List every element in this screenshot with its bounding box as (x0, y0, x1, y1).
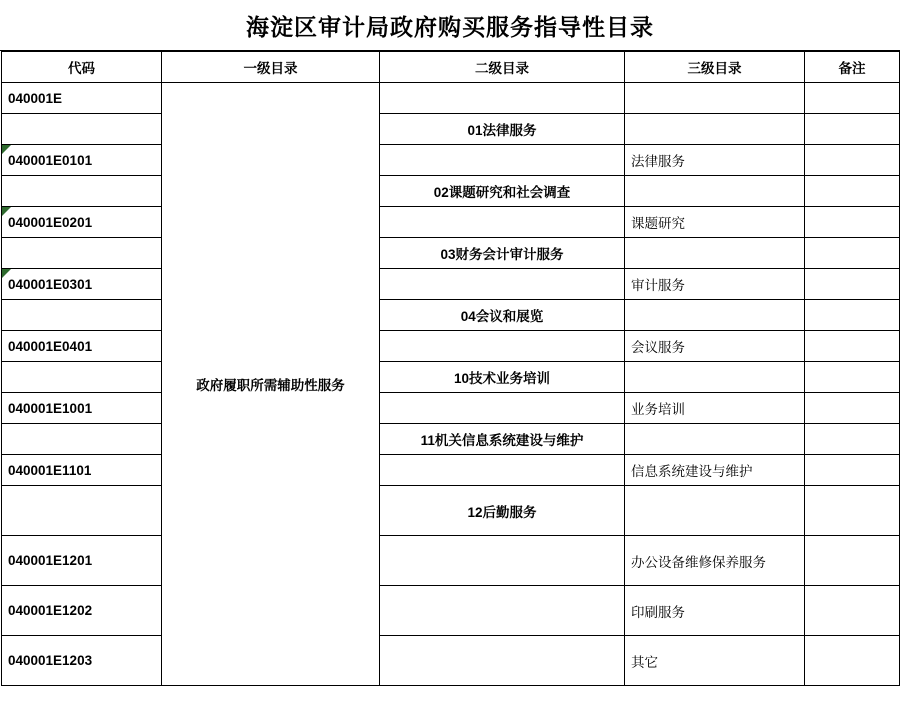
table-header (2, 52, 900, 83)
cell-level3 (625, 486, 805, 536)
cell-code: 040001E (2, 83, 162, 114)
cell-remark (805, 486, 900, 536)
cell-remark (805, 83, 900, 114)
cell-code: 040001E0401 (2, 331, 162, 362)
header-level1: 一级目录 (162, 52, 380, 83)
cell-level2: 11机关信息系统建设与维护 (380, 424, 625, 455)
cell-level3: 业务培训 (625, 393, 805, 424)
table-row (2, 207, 900, 238)
table-row (2, 83, 900, 114)
cell-remark (805, 238, 900, 269)
header-code: 代码 (2, 52, 162, 83)
table-row (2, 393, 900, 424)
cell-level2 (380, 636, 625, 686)
cell-remark (805, 586, 900, 636)
cell-level2 (380, 83, 625, 114)
cell-level3 (625, 114, 805, 145)
cell-code (2, 114, 162, 145)
cell-level2 (380, 207, 625, 238)
cell-level2 (380, 393, 625, 424)
table-row (2, 114, 900, 145)
cell-level3: 办公设备维修保养服务 (625, 536, 805, 586)
table-row (2, 269, 900, 300)
cell-level3 (625, 83, 805, 114)
cell-level3: 课题研究 (625, 207, 805, 238)
cell-remark (805, 207, 900, 238)
cell-code (2, 486, 162, 536)
header-remark: 备注 (805, 52, 900, 83)
cell-remark (805, 114, 900, 145)
cell-level2 (380, 455, 625, 486)
header-level3: 三级目录 (625, 52, 805, 83)
cell-code: 040001E1201 (2, 536, 162, 586)
table-body (2, 83, 900, 686)
table-row (2, 238, 900, 269)
cell-remark (805, 455, 900, 486)
cell-code (2, 424, 162, 455)
cell-remark (805, 331, 900, 362)
cell-level2 (380, 145, 625, 176)
table-row (2, 176, 900, 207)
cell-remark (805, 269, 900, 300)
cell-level3: 审计服务 (625, 269, 805, 300)
header-level2: 二级目录 (380, 52, 625, 83)
cell-level3 (625, 176, 805, 207)
title-band (0, 0, 900, 51)
cell-level2: 04会议和展览 (380, 300, 625, 331)
table-row (2, 586, 900, 636)
cell-level2: 01法律服务 (380, 114, 625, 145)
cell-level2: 10技术业务培训 (380, 362, 625, 393)
cell-level3 (625, 362, 805, 393)
cell-code (2, 176, 162, 207)
cell-code: 040001E1203 (2, 636, 162, 686)
cell-code: 040001E1001 (2, 393, 162, 424)
cell-code: 040001E1202 (2, 586, 162, 636)
cell-code: 040001E0201 (2, 207, 162, 238)
cell-code: 040001E0101 (2, 145, 162, 176)
table-row (2, 424, 900, 455)
cell-level2 (380, 586, 625, 636)
cell-level2: 02课题研究和社会调查 (380, 176, 625, 207)
cell-level1: 政府履职所需辅助性服务 (162, 83, 380, 686)
cell-level3: 法律服务 (625, 145, 805, 176)
cell-level3 (625, 238, 805, 269)
cell-level3: 会议服务 (625, 331, 805, 362)
table-row (2, 331, 900, 362)
cell-level2 (380, 331, 625, 362)
table-row (2, 300, 900, 331)
header-row (2, 52, 900, 83)
catalog-table (1, 51, 900, 686)
table-row (2, 536, 900, 586)
cell-code (2, 300, 162, 331)
cell-level3: 信息系统建设与维护 (625, 455, 805, 486)
cell-code: 040001E1101 (2, 455, 162, 486)
table-row (2, 362, 900, 393)
cell-remark (805, 300, 900, 331)
cell-remark (805, 176, 900, 207)
cell-level3: 印刷服务 (625, 586, 805, 636)
cell-level3 (625, 300, 805, 331)
cell-remark (805, 145, 900, 176)
table-row (2, 636, 900, 686)
page-title: 海淀区审计局政府购买服务指导性目录 (246, 13, 654, 40)
cell-code: 040001E0301 (2, 269, 162, 300)
cell-level2 (380, 536, 625, 586)
cell-level2: 03财务会计审计服务 (380, 238, 625, 269)
cell-code (2, 238, 162, 269)
table-row (2, 455, 900, 486)
cell-remark (805, 362, 900, 393)
cell-level3: 其它 (625, 636, 805, 686)
cell-remark (805, 536, 900, 586)
table-row (2, 486, 900, 536)
table-row (2, 145, 900, 176)
cell-code (2, 362, 162, 393)
cell-level2: 12后勤服务 (380, 486, 625, 536)
cell-remark (805, 424, 900, 455)
cell-level2 (380, 269, 625, 300)
cell-remark (805, 393, 900, 424)
cell-level3 (625, 424, 805, 455)
cell-remark (805, 636, 900, 686)
